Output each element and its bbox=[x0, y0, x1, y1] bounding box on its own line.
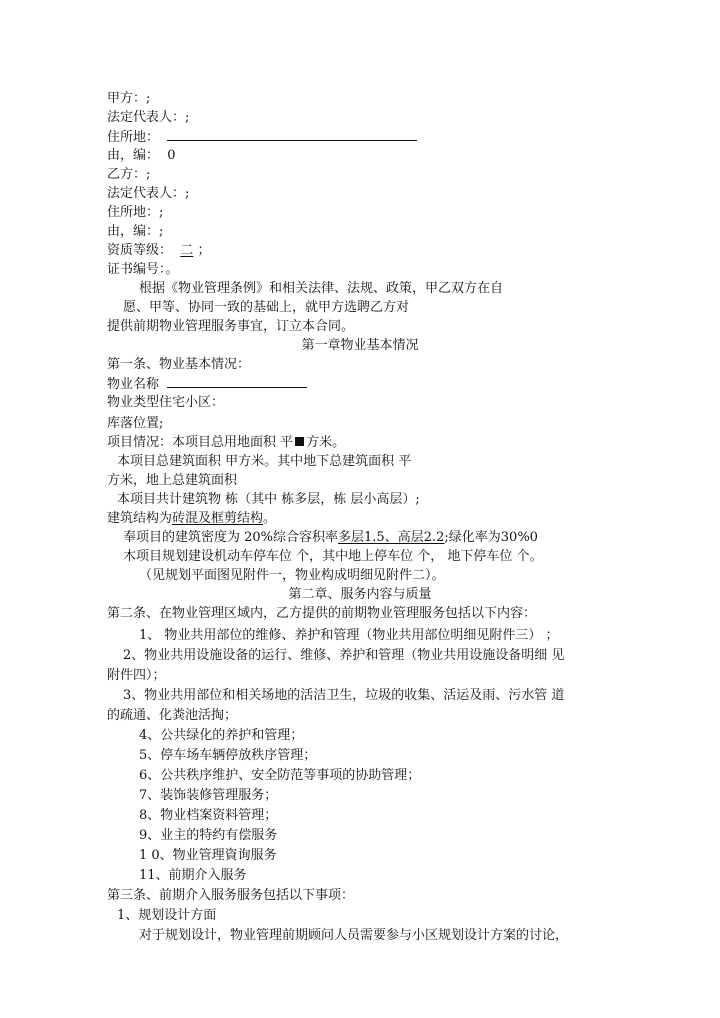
article-3-heading: 第三条、前期介入服务服务包括以下事项： bbox=[107, 888, 355, 903]
building-area: 本项目总建筑面积 甲方米。其中地下总建筑面积 平 bbox=[117, 454, 412, 469]
service-item-3-cont: 的疏通、化粪池活掏； bbox=[107, 708, 238, 723]
planning-design-heading: 1、规划设计方面 bbox=[117, 908, 217, 923]
project-situation-unit: 方米。 bbox=[306, 435, 346, 450]
service-item-4: 4、公共绿化的养护和管理； bbox=[139, 728, 304, 743]
party-a-address bbox=[107, 128, 417, 146]
property-name-blank-line bbox=[167, 375, 307, 388]
planning-design-text: 对于规划设计，物业管理前期顾问人员需要参与小区规划设计方案的讨论， bbox=[139, 928, 569, 943]
chapter-2-title: 第二章、服务内容与质量 bbox=[288, 587, 432, 602]
preamble-line-3: 提供前期物业管理服务事宜，订立本合同。 bbox=[107, 319, 355, 334]
party-a-postcode-label: 由，编： bbox=[107, 148, 160, 163]
structure-end: 。 bbox=[263, 511, 277, 526]
service-item-8: 8、物业档案资料管理； bbox=[139, 808, 278, 823]
party-b-label: 乙方：; bbox=[107, 167, 151, 182]
party-b-address: 住所地：; bbox=[107, 205, 164, 220]
party-a-legal-rep: 法定代表人：; bbox=[107, 110, 190, 125]
service-item-11: 11、前期介入服务 bbox=[139, 868, 247, 883]
property-name-label: 物业名称 bbox=[107, 377, 160, 392]
party-b-postcode: 由，编：; bbox=[107, 224, 164, 239]
preamble-line-1: 根据《物业管理条例》和相关法律、法规、政策，甲乙双方在自 bbox=[139, 281, 504, 296]
project-situation bbox=[107, 434, 345, 451]
party-b-legal-rep: 法定代表人：; bbox=[107, 186, 190, 201]
property-name bbox=[107, 375, 307, 393]
qualification-end: ； bbox=[197, 243, 211, 258]
chapter-1-title: 第一章物业基本情况 bbox=[301, 338, 419, 353]
party-a-postcode bbox=[107, 147, 176, 164]
article-1-heading: 第一条、物业基本情况： bbox=[107, 357, 251, 372]
service-item-9: 9、业主的特约有偿服务 bbox=[139, 828, 278, 843]
preamble-line-2: 愿、甲等、协同一致的基础上，就甲方选聘乙方对 bbox=[123, 300, 410, 315]
party-a-label: 甲方：; bbox=[107, 91, 151, 106]
service-item-1: 1、 物业共用部位的维修、养护和管理（物业共用部位明细见附件三） ； bbox=[139, 628, 559, 643]
service-item-2: 2、物业共用设施设备的运行、维修、养护和管理（物业共用设施设备明细 见 bbox=[123, 648, 565, 663]
service-item-2-cont: 附件四）； bbox=[107, 668, 166, 683]
structure-label: 建筑结构为 bbox=[107, 511, 173, 526]
black-square-mark bbox=[295, 437, 304, 446]
parking-spaces: 木项目规划建设机动车停车位 个，其中地上停车位 个， 地下停车位 个。 bbox=[123, 549, 543, 564]
property-location: 库落位置; bbox=[107, 416, 164, 431]
building-density bbox=[123, 529, 538, 546]
building-area-above-ground: 方米，地上总建筑面积 bbox=[107, 473, 238, 488]
address-blank-line bbox=[167, 128, 417, 141]
building-count: 本项目共计建筑物 栋（其中 栋多层，栋 层小高层）; bbox=[117, 492, 420, 507]
party-a-address-label: 住所地： bbox=[107, 130, 160, 145]
service-item-6: 6、公共秩序维护、安全防范等事项的协助管理； bbox=[139, 768, 421, 783]
building-structure bbox=[107, 510, 276, 527]
density-text: 奉项目的建筑密度为 20%综合容积率 bbox=[123, 530, 339, 545]
annex-note: （见规划平面图见附件一，物业构成明细见附件二）。 bbox=[139, 568, 445, 583]
qualification-value: 二 bbox=[180, 243, 194, 258]
plot-ratio-value: 多层1.5、高层2.2 bbox=[338, 530, 445, 545]
article-2-heading: 第二条、在物业管理区域内，乙方提供的前期物业管理服务包括以下内容： bbox=[107, 606, 537, 621]
qualification-label: 资质等级： bbox=[107, 243, 173, 258]
party-b-cert: 证书编号：。 bbox=[107, 262, 179, 277]
party-a-postcode-value: 0 bbox=[167, 148, 176, 163]
greening-rate: ;绿化率为30%0 bbox=[444, 530, 538, 545]
property-type: 物业类型住宅小区： bbox=[107, 395, 225, 410]
service-item-7: 7、装饰装修管理服务； bbox=[139, 788, 278, 803]
project-situation-text: 项目情况：本项目总用地面积 平 bbox=[107, 435, 294, 450]
structure-value: 砖混及框剪结构 bbox=[172, 511, 264, 526]
party-b-qualification bbox=[107, 242, 210, 259]
service-item-5: 5、停车场车辆停放秩序管理； bbox=[139, 748, 317, 763]
service-item-3: 3、物业共用部位和相关场地的活洁卫生，垃圾的收集、活运及雨、污水管 道 bbox=[123, 688, 565, 703]
service-item-10: 1 0、物业管理資询服务 bbox=[139, 848, 277, 863]
